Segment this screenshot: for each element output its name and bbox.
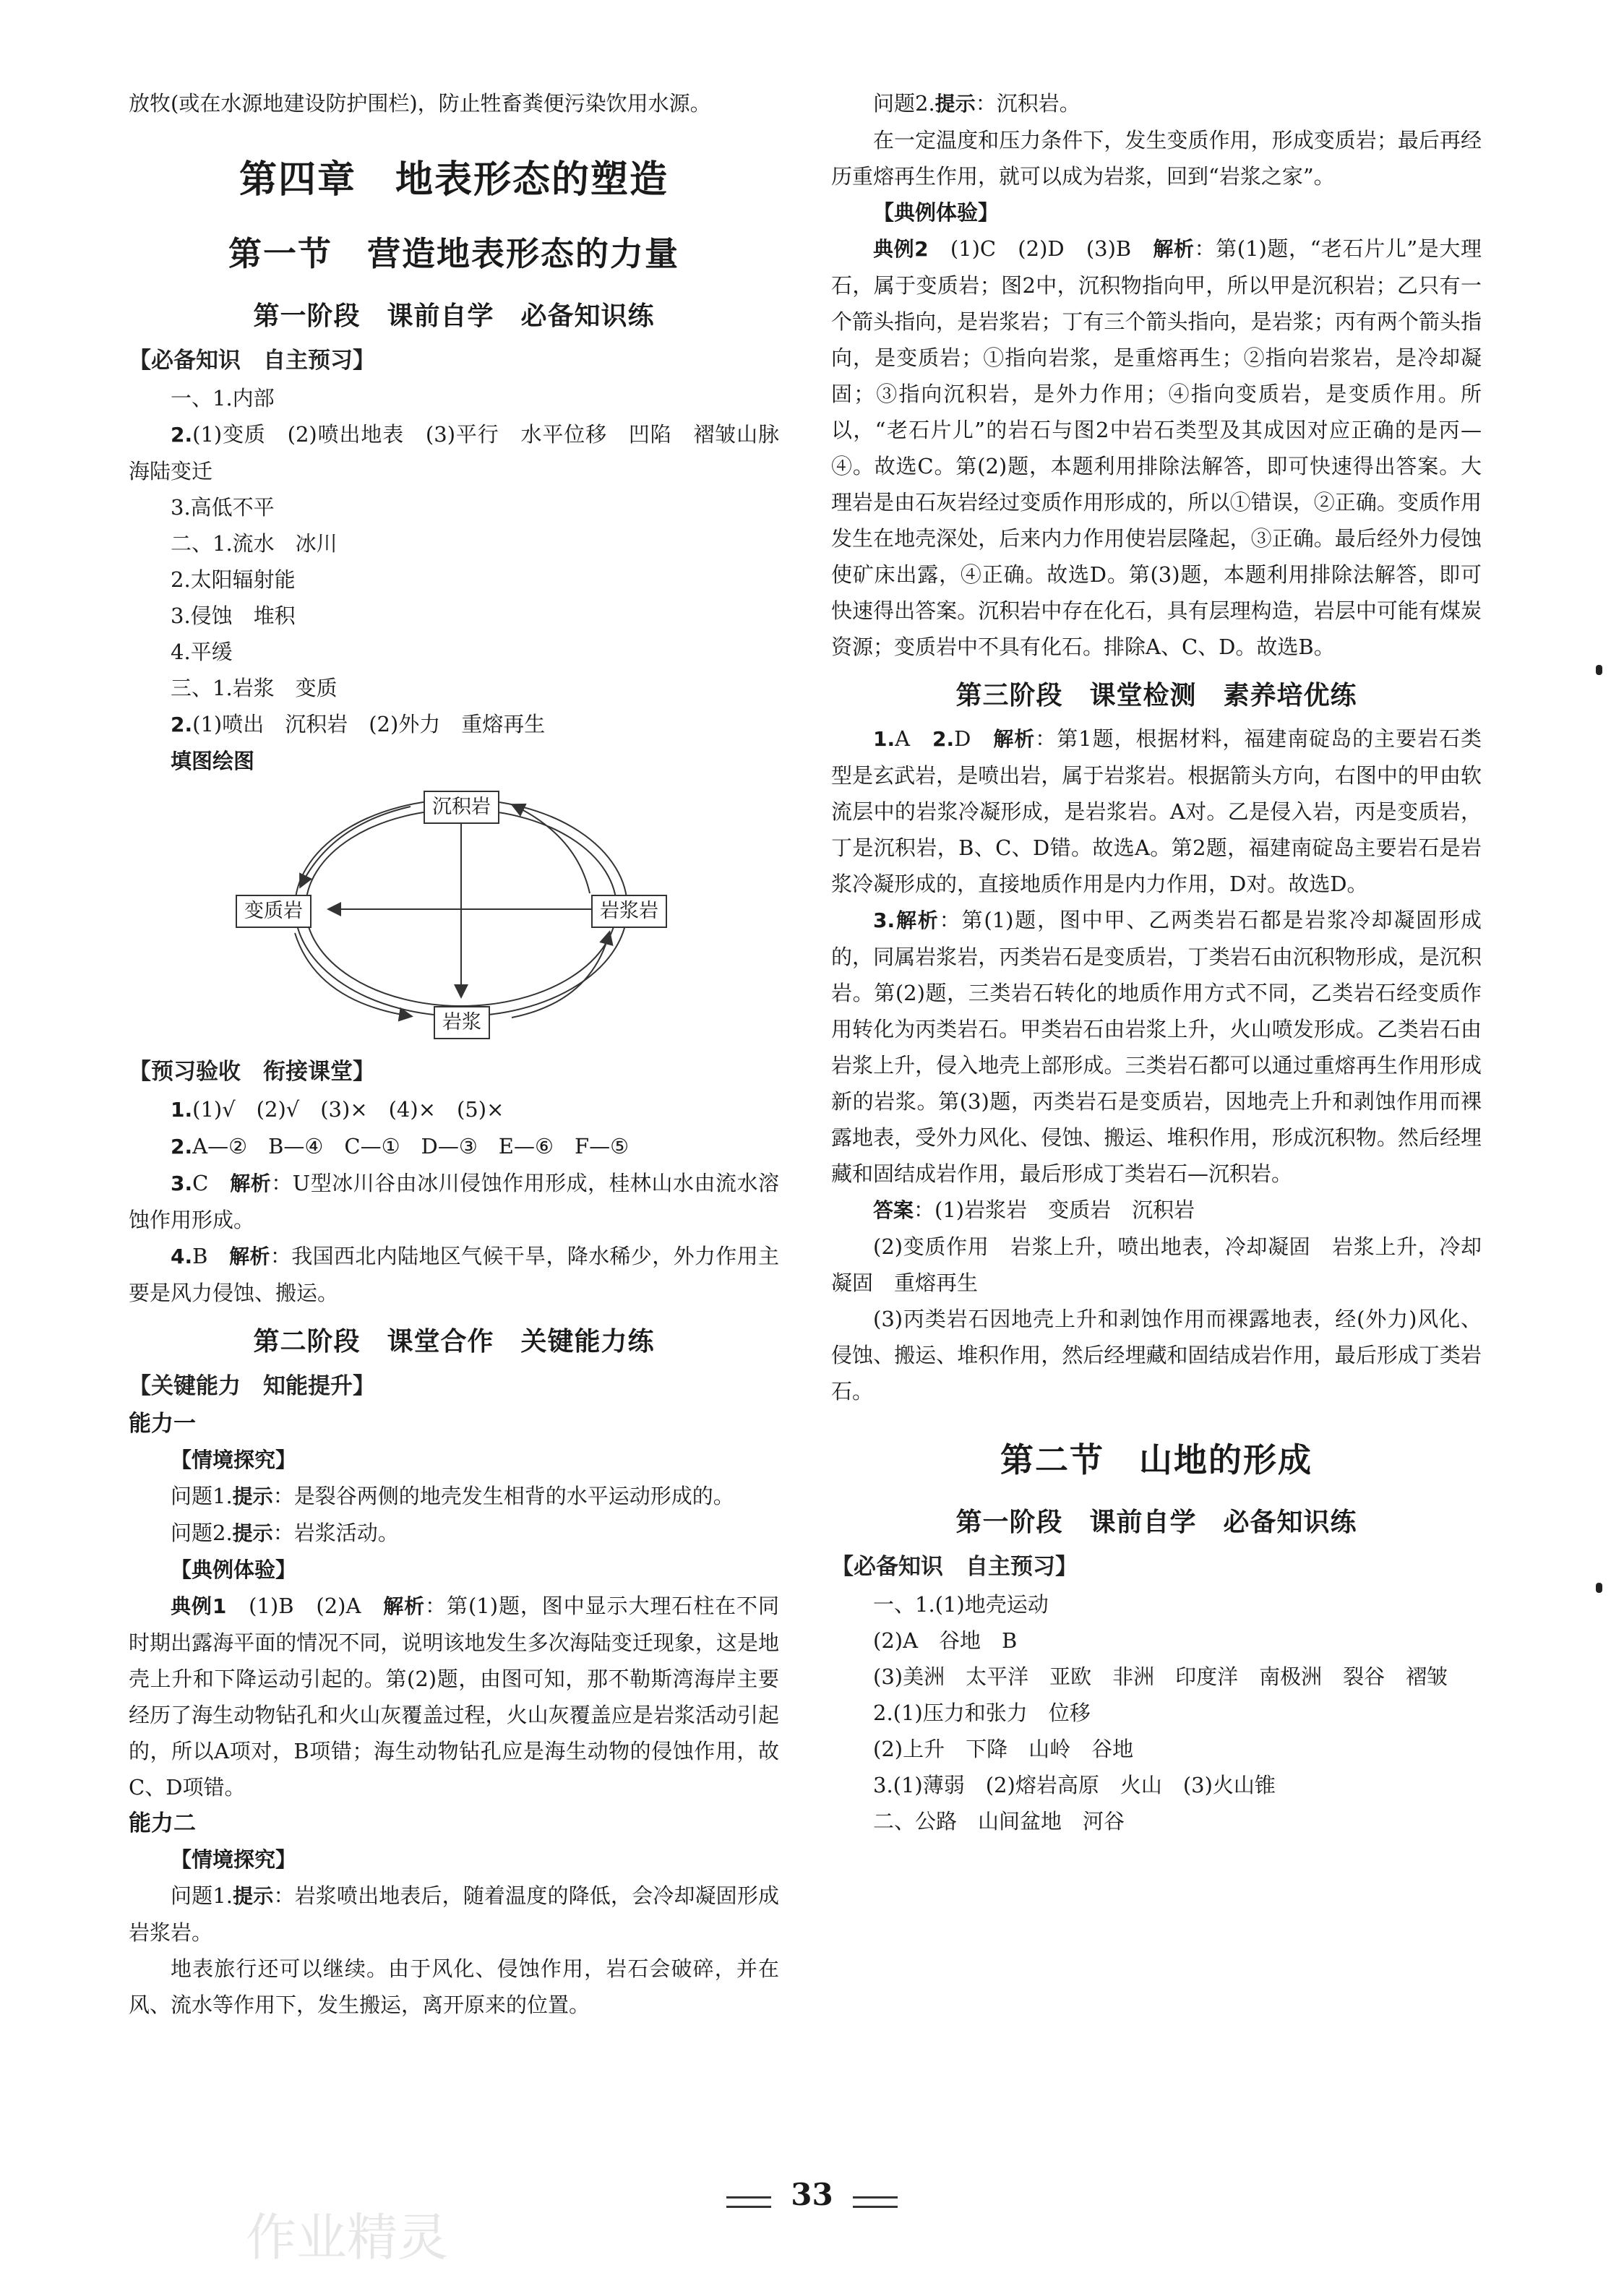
answer-paragraph: 问题1.提示：岩浆喷出地表后，随着温度的降低，会冷却凝固形成岩浆岩。 — [129, 1883, 779, 1945]
answer-line: 2.A—② B—④ C—① D—③ E—⑥ F—⑤ — [171, 1134, 630, 1159]
answer-line: 2.太阳辐射能 — [171, 567, 296, 592]
answer-line: 2.(1)喷出 沉积岩 (2)外力 重熔再生 — [171, 712, 546, 736]
node-sedimentary: 沉积岩 — [424, 791, 499, 824]
answer-line: 三、1.岩浆 变质 — [171, 676, 338, 700]
sub-heading: 【典例体验】 — [171, 1557, 297, 1582]
answer-paragraph: 典例2 (1)C (2)D (3)B 解析：第(1)题，“老石片儿”是大理石，属于变质岩；图2中，沉积物指向甲，所以甲是沉积岩；乙只有一个箭头指向，是岩浆岩；丁有三个箭头指向，是岩浆；丙有两个箭头指向，是变质岩；①指向岩浆，是重熔再生；②指向岩浆岩，是冷却凝固；③指向沉积岩，是外力作用；④指向变质岩，是变质作用。所以，“老石片儿”的岩石与图2中岩石类型及其成因对应正确的是丙—④。故选C。第(2)题，本题利用排除法解答，即可快速得出答案。大理岩是由石灰岩经过变质作用形成的，所以①错误，②正确。变质作用发生在地壳深处，后来内力作用使岩层隆起，③正确。最后经外力侵蚀使矿床出露，④正确。故选D。第(3)题，本题利用排除法解答，即可快速得出答案。沉积岩中存在化石，具有层理构造，岩层中可能有煤炭资源；变质岩中不具有化石。排除A、C、D。故选B。 — [831, 236, 1482, 659]
section-title: 第一节 营造地表形态的力量 — [228, 234, 679, 273]
page-footer — [0, 2177, 1624, 2212]
footer-ornament — [853, 2196, 898, 2208]
answer-line: (3)美洲 太平洋 亚欧 非洲 印度洋 南极洲 裂谷 褶皱 — [873, 1664, 1448, 1689]
sub-heading: 【情境探究】 — [171, 1448, 297, 1472]
sub-heading: 【情境探究】 — [171, 1847, 297, 1872]
answer-line: 2.(1)压力和张力 位移 — [873, 1701, 1091, 1725]
answer-line: 一、1.内部 — [171, 386, 275, 411]
answer-paragraph: 问题2.提示：沉积岩。 — [873, 91, 1080, 116]
answer-paragraph: 在一定温度和压力条件下，发生变质作用，形成变质岩；最后再经历重熔再生作用，就可以成为岩浆，回到“岩浆之家”。 — [831, 128, 1482, 189]
box-heading: 【必备知识 自主预习】 — [129, 348, 375, 374]
section-title: 第二节 山地的形成 — [1000, 1440, 1312, 1479]
answer-paragraph: (3)丙类岩石因地壳上升和剥蚀作用而裸露地表，经(外力)风化、侵蚀、搬运、堆积作用，然后经埋藏和固结成岩作用，最后形成丁类岩石。 — [831, 1307, 1482, 1404]
answer-line: 2.(1)变质 (2)喷出地表 (3)平行 水平位移 凹陷 褶皱山脉 海陆变迁 — [129, 422, 801, 483]
right-column — [831, 85, 1482, 1839]
answer-line: (2)上升 下降 山岭 谷地 — [873, 1737, 1134, 1761]
node-metamorphic: 变质岩 — [236, 895, 312, 928]
answer-line: (2)A 谷地 B — [873, 1628, 1018, 1653]
stage-heading: 第二阶段 课堂合作 关键能力练 — [253, 1327, 655, 1357]
scan-mark — [1596, 665, 1602, 675]
answer-paragraph: 3.C 解析：U型冰川谷由冰川侵蚀作用形成，桂林山水由流水溶蚀作用形成。 — [129, 1171, 779, 1232]
answer-paragraph: 地表旅行还可以继续。由于风化、侵蚀作用，岩石会破碎，并在风、流水等作用下，发生搬运，离开原来的位置。 — [129, 1956, 779, 2017]
answer-paragraph: (2)变质作用 岩浆上升，喷出地表，冷却凝固 岩浆上升，冷却凝固 重熔再生 — [831, 1234, 1482, 1295]
scan-mark — [1596, 1583, 1602, 1593]
answer-line: 3.(1)薄弱 (2)熔岩高原 火山 (3)火山锥 — [873, 1773, 1276, 1797]
stage-heading: 第一阶段 课前自学 必备知识练 — [955, 1508, 1357, 1537]
left-column — [129, 85, 801, 2023]
stage-heading: 第三阶段 课堂检测 素养培优练 — [955, 681, 1357, 710]
ability-heading: 能力一 — [129, 1411, 196, 1437]
answer-line: 1.(1)√ (2)√ (3)× (4)× (5)× — [171, 1097, 504, 1122]
answer-line: 二、公路 山间盆地 河谷 — [873, 1809, 1125, 1834]
answer-paragraph: 问题2.提示：岩浆活动。 — [171, 1521, 399, 1545]
box-heading: 【预习验收 衔接课堂】 — [129, 1059, 375, 1085]
rock-cycle-diagram — [230, 785, 692, 1045]
answer-line: 一、1.(1)地壳运动 — [873, 1592, 1049, 1617]
figure-label: 填图绘图 — [171, 749, 255, 773]
answer-line: 3.侵蚀 堆积 — [171, 603, 296, 628]
sub-heading: 【典例体验】 — [873, 200, 1000, 225]
answer-paragraph: 3.解析：第(1)题，图中甲、乙两类岩石都是岩浆冷却凝固形成的，同属岩浆岩，丙类岩石是变质岩，丁类岩石由沉积物形成，是沉积岩。第(2)题，三类岩石转化的地质作用方式不同，乙类岩石经变质作用转化为丙类岩石。甲类岩石由岩浆上升，火山喷发形成。乙类岩石由岩浆上升，侵入地壳上部形成。三类岩石都可以通过重熔再生作用形成新的岩浆。第(3)题，丙类岩石是变质岩，因地壳上升和剥蚀作用而裸露地表，受外力风化、侵蚀、搬运、堆积作用，形成沉积物。然后经埋藏和固结成岩作用，最后形成丁类岩石—沉积岩。 — [831, 908, 1482, 1186]
answer-line: 4.平缓 — [171, 640, 233, 664]
answer-paragraph: 问题1.提示：是裂谷两侧的地壳发生相背的水平运动形成的。 — [171, 1484, 734, 1508]
box-heading: 【必备知识 自主预习】 — [831, 1554, 1078, 1580]
page-number: 33 — [791, 2177, 833, 2212]
answer-line: 3.高低不平 — [171, 495, 275, 520]
answer-paragraph: 4.B 解析：我国西北内陆地区气候干旱，降水稀少，外力作用主要是风力侵蚀、搬运。 — [129, 1244, 779, 1305]
ability-heading: 能力二 — [129, 1810, 196, 1836]
node-igneous: 岩浆岩 — [591, 895, 667, 928]
answer-line: 二、1.流水 冰川 — [171, 531, 338, 556]
answer-paragraph: 1.A 2.D 解析：第1题，根据材料，福建南碇岛的主要岩石类型是玄武岩，是喷出岩，属于岩浆岩。根据箭头方向，右图中的甲由软流层中的岩浆冷凝形成，是岩浆岩。A对。乙是侵入岩，丙是变质岩，丁是沉积岩，B、C、D错。故选A。第2题，福建南碇岛主要岩石是岩浆冷凝形成的，直接地质作用是内力作用，D对。故选D。 — [831, 726, 1482, 896]
chapter-title: 第四章 地表形态的塑造 — [239, 158, 669, 202]
watermark: 作业精灵 — [246, 2208, 448, 2267]
box-heading: 【关键能力 知能提升】 — [129, 1373, 375, 1399]
answer-paragraph: 典例1 (1)B (2)A 解析：第(1)题，图中显示大理石柱在不同时期出露海平面的情况不同，说明该地发生多次海陆变迁现象，这是地壳上升和下降运动引起的。第(2)题，由图可知，那不勒斯湾海岸主要经历了海生动物钻孔和火山灰覆盖过程，火山灰覆盖应是岩浆活动引起的，所以A项对，B项错；海生动物钻孔应是海生动物的侵蚀作用，故C、D项错。 — [129, 1594, 779, 1800]
node-magma: 岩浆 — [434, 1006, 490, 1039]
stage-heading: 第一阶段 课前自学 必备知识练 — [253, 301, 655, 331]
paragraph: 放牧(或在水源地建设防护围栏)，防止牲畜粪便污染饮用水源。 — [129, 91, 711, 116]
answer-paragraph: 答案：(1)岩浆岩 变质岩 沉积岩 — [873, 1198, 1195, 1222]
footer-ornament — [726, 2196, 771, 2208]
